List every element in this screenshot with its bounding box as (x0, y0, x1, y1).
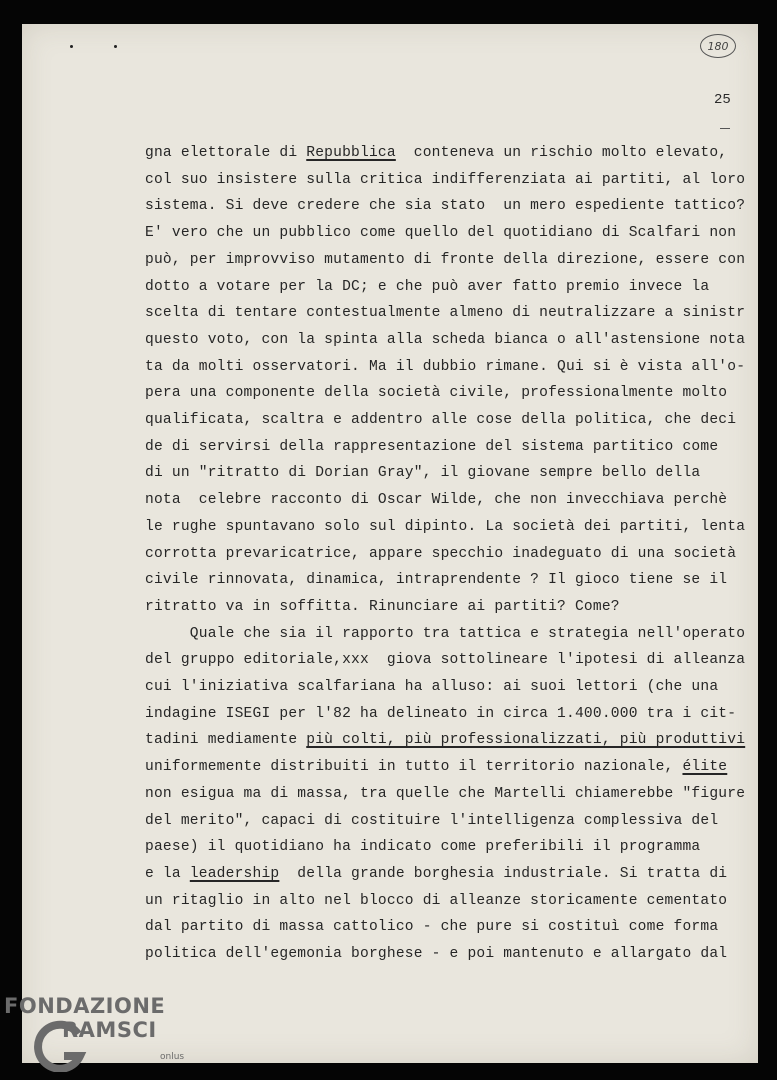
text-segment: cui l'iniziativa scalfariana ha alluso: ai suoi lettori (che una (145, 679, 719, 695)
watermark-line-1: FONDAZIONE (4, 994, 166, 1018)
text-line (145, 384, 727, 402)
text-line (145, 705, 736, 723)
text-line (145, 197, 745, 215)
underlined-text: più colti, più professionalizzati, più produttivi (306, 732, 746, 749)
page-number: 25 (714, 92, 731, 108)
text-segment: tadini mediamente (145, 732, 307, 749)
text-line (145, 678, 718, 696)
text-segment: del gruppo editoriale,xxx giova sottolineare l'ipotesi di alleanza (145, 652, 746, 669)
text-line (145, 838, 700, 856)
text-line (145, 812, 718, 830)
underlined-text: leadership (189, 865, 280, 882)
text-segment: un ritaglio in alto nel blocco di alleanze storicamente cementato (145, 892, 728, 909)
text-line (145, 144, 727, 162)
text-segment: le rughe spuntavano solo sul dipinto. La società dei partiti, lenta (145, 518, 746, 535)
text-segment: Quale che sia il rapporto tra tattica e strategia nell'operato (145, 625, 746, 642)
text-segment: nota celebre racconto di Oscar Wilde, che non invecchiava perchè (145, 492, 728, 509)
text-segment: di un "ritratto di Dorian Gray", il giovane sempre bello della (145, 465, 701, 482)
punch-mark (70, 45, 73, 48)
text-line (145, 251, 745, 269)
text-segment: della grande borghesia industriale. Si tratta di (279, 865, 728, 882)
text-segment: civile rinnovata, dinamica, intraprendente ? Il gioco tiene se il (145, 572, 728, 589)
text-segment: e la (145, 865, 190, 882)
text-segment: indagine ISEGI per l'82 ha delineato in circa 1.400.000 tra i cit- (145, 705, 737, 722)
text-segment: paese) il quotidiano ha indicato come preferibili il programma (145, 839, 701, 856)
text-line (145, 464, 700, 482)
text-line (145, 518, 745, 536)
text-line (145, 945, 727, 963)
text-segment: conteneva un rischio molto elevato, (395, 145, 728, 161)
page-number-dash (720, 128, 730, 129)
text-segment: dal partito di massa cattolico - che pure si costituì come forma (145, 919, 719, 936)
text-segment: può, per improvviso mutamento di fronte della direzione, essere con (145, 251, 746, 268)
text-line (145, 278, 709, 296)
text-segment: dotto a votare per la DC; e che può aver fatto premio invece la (145, 278, 710, 295)
text-segment: questo voto, con la spinta alla scheda bianca o all'astensione nota (145, 331, 746, 348)
text-segment: non esigua ma di massa, tra quelle che Martelli chiamerebbe "figure (145, 785, 746, 802)
text-segment: col suo insistere sulla critica indifferenziata ai partiti, al loro (145, 171, 746, 188)
text-line (145, 918, 718, 936)
text-line (145, 571, 727, 589)
text-line (145, 758, 727, 776)
text-line (145, 438, 718, 456)
text-line (145, 411, 736, 429)
fondazione-gramsci-watermark (4, 992, 204, 1072)
text-line (145, 545, 736, 563)
text-line (145, 598, 620, 616)
text-line (145, 171, 745, 189)
text-segment: pera una componente della società civile, professionalmente molto (145, 385, 728, 402)
text-segment: del merito", capaci di costituire l'intelligenza complessiva del (145, 812, 719, 829)
watermark-suffix: onlus (160, 1052, 185, 1062)
text-segment: gna elettorale di (145, 145, 307, 161)
text-line (145, 491, 727, 509)
text-segment: scelta di tentare contestualmente almeno di neutralizzare a sinistr (145, 305, 746, 322)
text-segment: E' vero che un pubblico come quello del quotidiano di Scalfari non (145, 225, 737, 242)
text-line (145, 865, 727, 883)
underlined-text: élite (682, 759, 728, 776)
text-segment: de di servirsi della rappresentazione del sistema partitico come (145, 438, 719, 455)
text-line (145, 651, 745, 669)
text-segment: qualificata, scaltra e addentro alle cose della politica, che deci (145, 412, 737, 428)
text-line (145, 331, 745, 349)
text-segment: uniformemente distribuiti in tutto il territorio nazionale, (145, 759, 683, 776)
text-line (145, 625, 745, 643)
text-line (145, 224, 736, 242)
text-segment: politica dell'egemonia borghese - e poi mantenuto e allargato dal (145, 946, 728, 962)
text-segment: ta da molti osservatori. Ma il dubbio rimane. Qui si è vista all'o- (145, 358, 746, 375)
underlined-text: Repubblica (306, 145, 396, 161)
folio-number: 180 (700, 34, 736, 58)
text-line (145, 892, 727, 910)
text-line (145, 358, 745, 376)
text-segment: ritratto va in soffitta. Rinunciare ai partiti? Come? (145, 598, 620, 615)
text-line (145, 785, 745, 803)
text-line (145, 731, 745, 749)
text-line (145, 304, 745, 322)
punch-mark (114, 45, 117, 48)
text-segment: sistema. Si deve credere che sia stato un mero espediente tattico? (145, 198, 746, 215)
text-segment: corrotta prevaricatrice, appare specchio inadeguato di una società (145, 545, 737, 562)
watermark-line-2: RAMSCI (62, 1018, 157, 1042)
